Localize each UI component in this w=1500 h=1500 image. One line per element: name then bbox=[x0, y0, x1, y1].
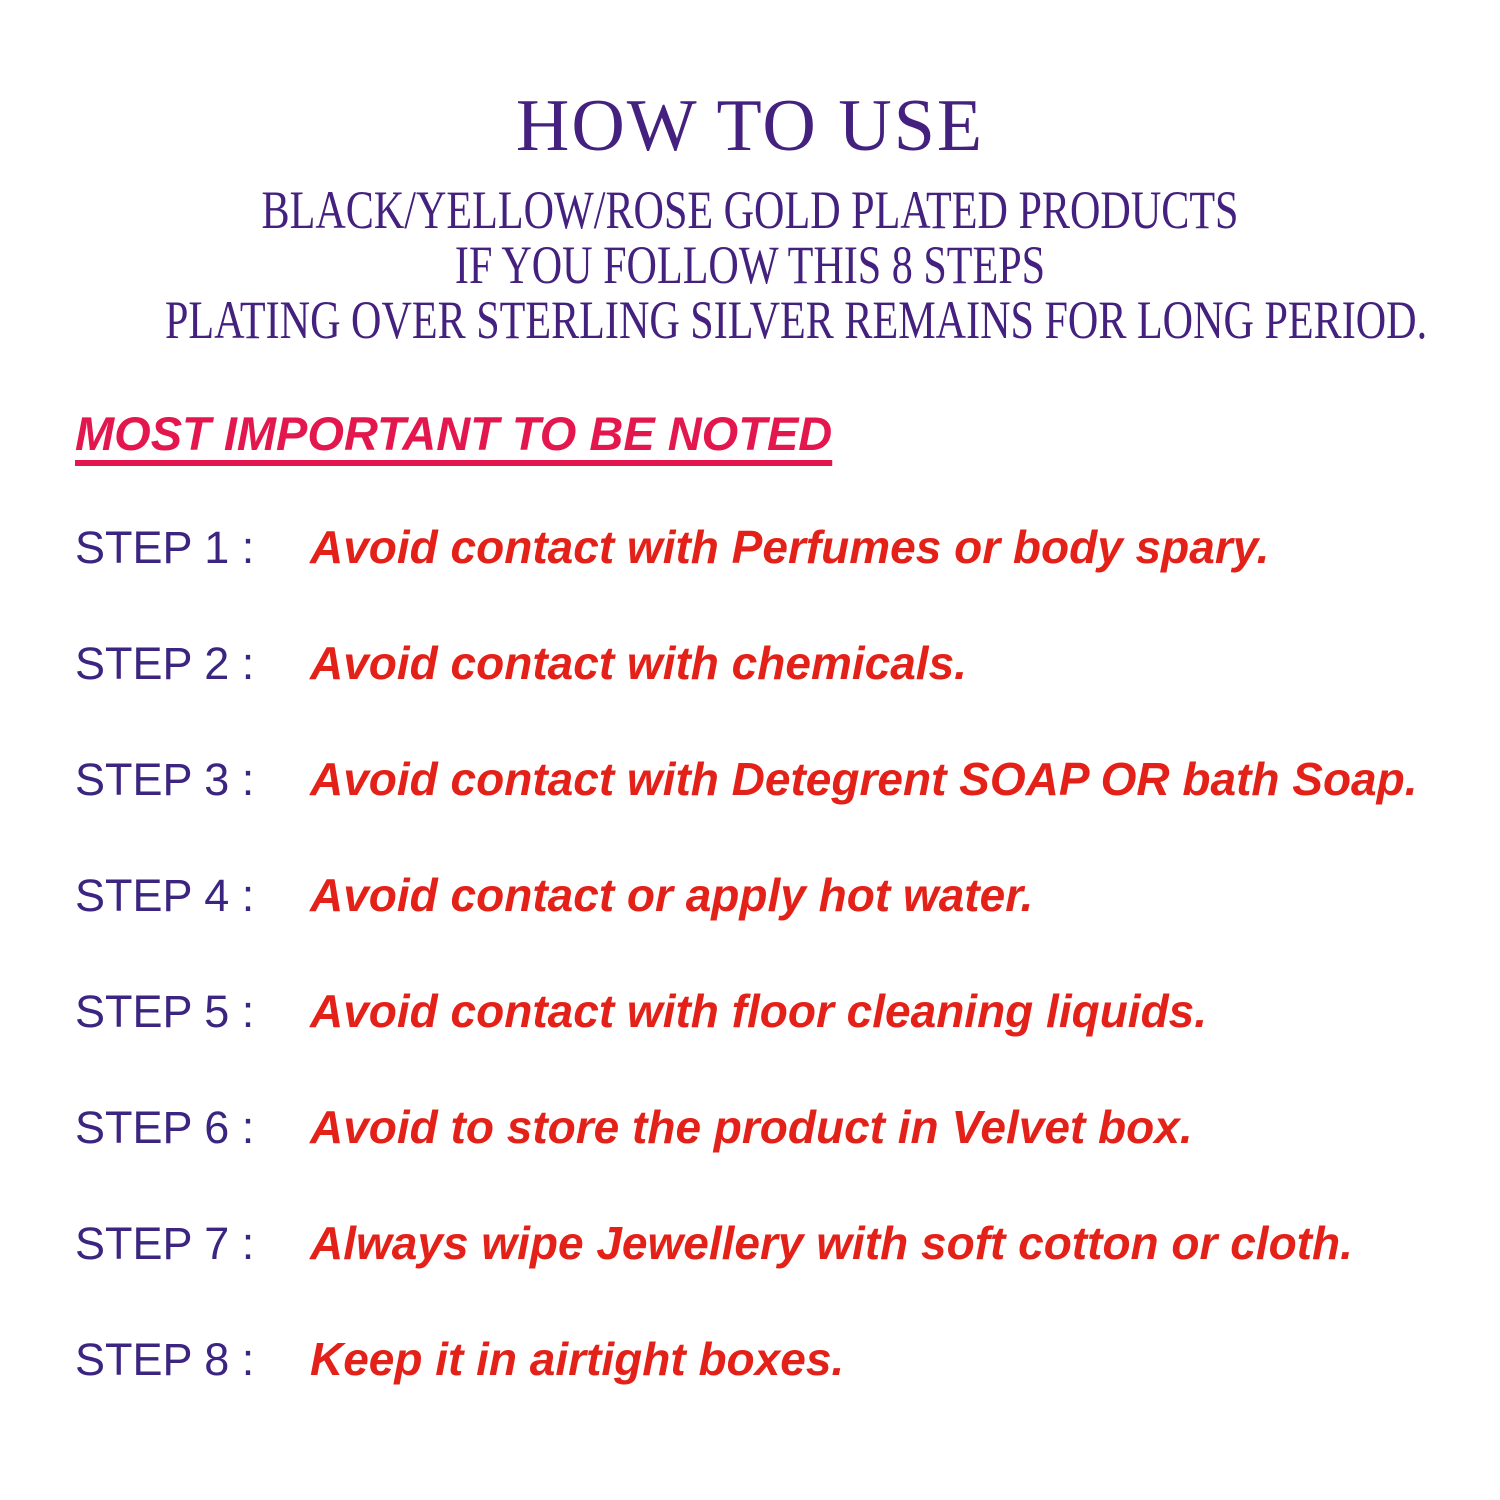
step-row-6 bbox=[75, 1099, 1500, 1156]
step-6-text: Avoid to store the product in Velvet box. bbox=[310, 1101, 1193, 1154]
step-5-label: STEP 5 : bbox=[75, 986, 255, 1038]
important-notice-heading: MOST IMPORTANT TO BE NOTED bbox=[75, 407, 833, 461]
step-row-2 bbox=[75, 635, 1500, 692]
page-subtitle bbox=[0, 180, 1500, 351]
step-row-1 bbox=[75, 519, 1500, 576]
step-2-label: STEP 2 : bbox=[75, 638, 255, 690]
step-3-text: Avoid contact with Detegrent SOAP OR bath Soap. bbox=[310, 753, 1418, 806]
step-row-4 bbox=[75, 867, 1500, 924]
step-row-3 bbox=[75, 751, 1500, 808]
step-3-label: STEP 3 : bbox=[75, 754, 255, 806]
step-8-label: STEP 8 : bbox=[75, 1334, 255, 1386]
step-7-label: STEP 7 : bbox=[75, 1218, 255, 1270]
step-4-text: Avoid contact or apply hot water. bbox=[310, 869, 1034, 922]
step-6-label: STEP 6 : bbox=[75, 1102, 255, 1154]
step-4-label: STEP 4 : bbox=[75, 870, 255, 922]
step-8-text: Keep it in airtight boxes. bbox=[310, 1333, 845, 1386]
step-row-7 bbox=[75, 1215, 1500, 1272]
step-row-5 bbox=[75, 983, 1500, 1040]
step-7-text: Always wipe Jewellery with soft cotton or cloth. bbox=[310, 1217, 1353, 1270]
step-1-label: STEP 1 : bbox=[75, 522, 255, 574]
subtitle-line-1: BLACK/YELLOW/ROSE GOLD PLATED PRODUCTS bbox=[261, 180, 1239, 241]
page-title: HOW TO USE bbox=[515, 85, 985, 167]
subtitle-line-2: IF YOU FOLLOW THIS 8 STEPS bbox=[454, 235, 1046, 296]
subtitle-line-3: PLATING OVER STERLING SILVER REMAINS FOR LONG PERIOD. bbox=[165, 290, 1428, 351]
step-2-text: Avoid contact with chemicals. bbox=[310, 637, 967, 690]
step-row-8 bbox=[75, 1331, 1500, 1388]
steps-list bbox=[75, 519, 1500, 1388]
step-1-text: Avoid contact with Perfumes or body spary. bbox=[310, 521, 1270, 574]
step-5-text: Avoid contact with floor cleaning liquids. bbox=[310, 985, 1208, 1038]
